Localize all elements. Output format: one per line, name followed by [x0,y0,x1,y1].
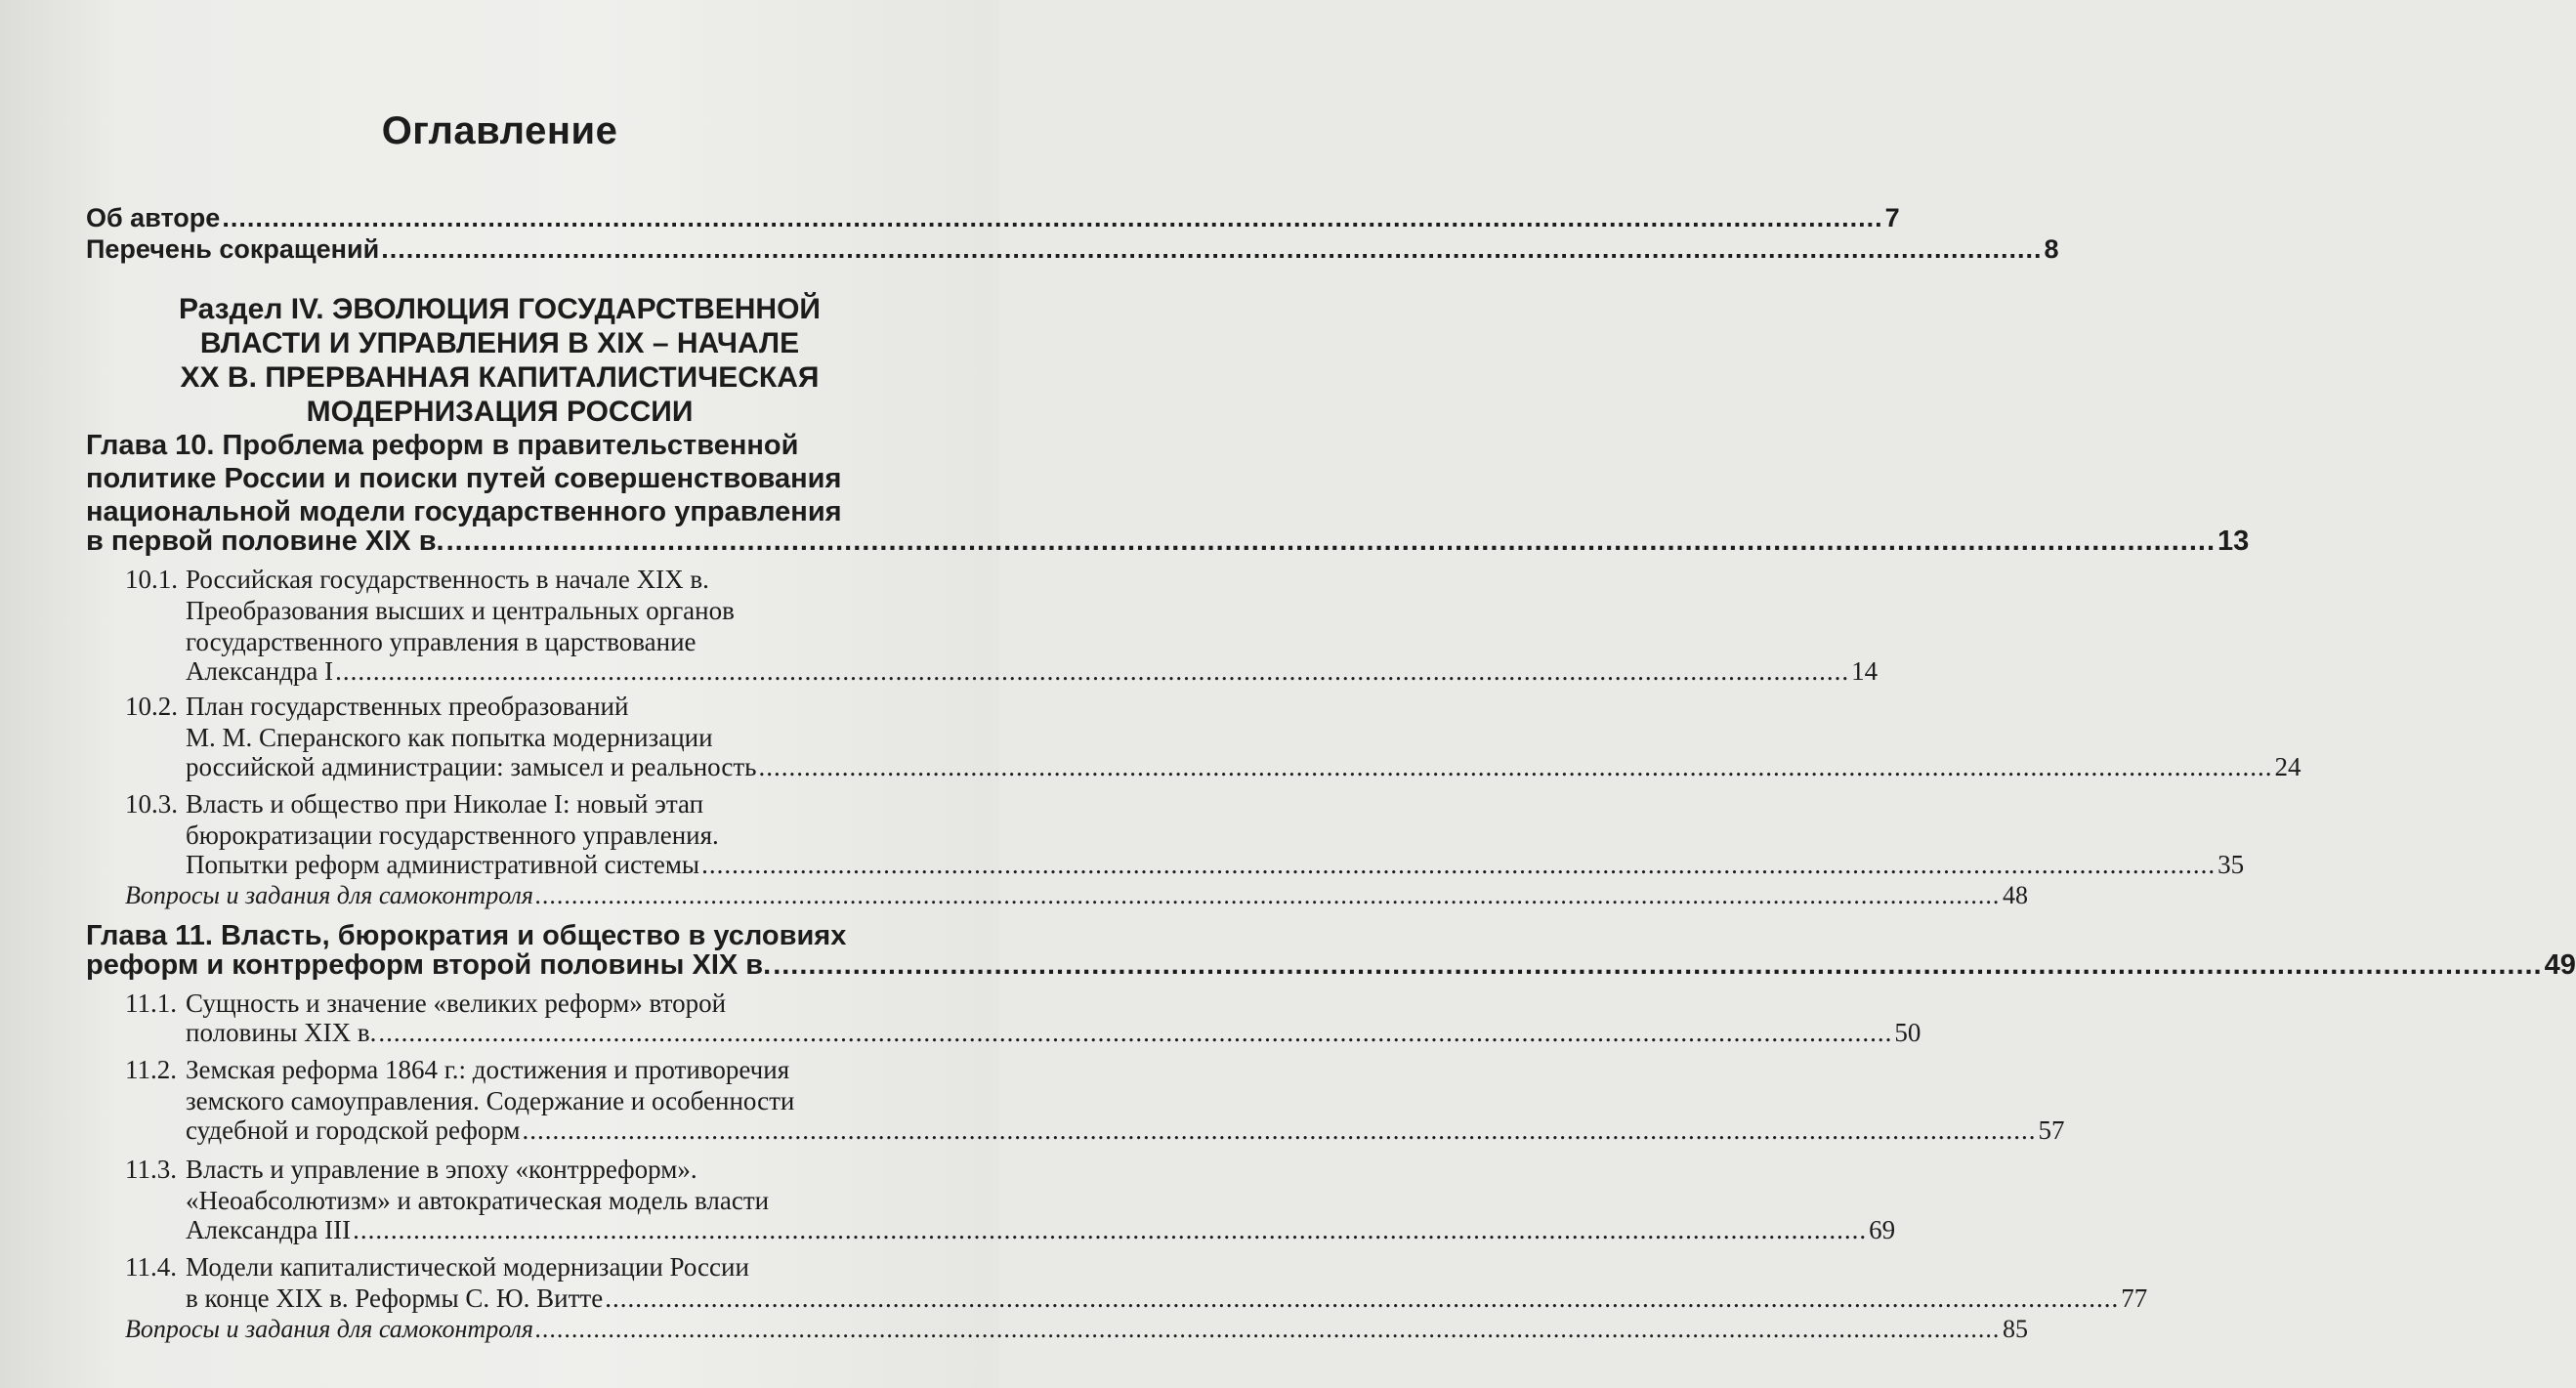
leader-dots: ........................................................................................................................................................................................................ [222,203,1883,232]
page-number: 7 [1884,203,1900,232]
subsection-11-2-line[interactable]: Земская реформа 1864 г.: достижения и противоречия [186,1055,790,1084]
subsection-10-3-entry[interactable]: Попытки реформ административной системы ........................................................................................................................................................................................................ 35 [186,850,2245,879]
subsection-10-1-line[interactable]: Российская государственность в начале XIX в. [186,565,709,594]
chapter-11-entry[interactable]: реформ и контрреформ второй половины XIX в. ........................................................................................................................................................................................................ 49 [86,949,2576,981]
leader-dots: ........................................................................................................................................................................................................ [605,1283,2120,1313]
subsection-10-2-entry[interactable]: российской администрации: замысел и реальность ........................................................................................................................................................................................................ 24 [186,752,2302,781]
subsection-11-4-entry[interactable]: в конце XIX в. Реформы С. Ю. Витте ........................................................................................................................................................................................................ 77 [186,1283,2148,1313]
section-heading-line: Раздел IV. ЭВОЛЮЦИЯ ГОСУДАРСТВЕННОЙ [179,293,821,325]
leader-dots: ........................................................................................................................................................................................................ [534,1315,2001,1343]
leader-dots: ........................................................................................................................................................................................................ [378,1018,1893,1047]
toc-entry-about-author[interactable]: Об авторе ........................................................................................................................................................................................................ 7 [86,203,1900,232]
leader-dots: ........................................................................................................................................................................................................ [701,850,2217,879]
subsection-number: 10.1. [125,565,178,594]
subsection-number: 11.3. [125,1155,177,1184]
leader-dots: ........................................................................................................................................................................................................ [335,656,1850,686]
chapter-10-title-line[interactable]: национальной модели государственного управления [86,496,842,527]
page-number: 69 [1869,1215,1896,1244]
page-number: 50 [1894,1018,1921,1047]
page-number: 57 [2038,1115,2065,1145]
leader-dots: ........................................................................................................................................................................................................ [773,949,2543,981]
subsection-number: 11.2. [125,1055,177,1084]
chapter-10-entry[interactable]: в первой половине XIX в. ........................................................................................................................................................................................................ 13 [86,526,2250,557]
subsection-number: 11.1. [125,988,177,1018]
chapter-11-title-line[interactable]: Глава 11. Власть, бюрократия и общество в условиях [86,920,847,951]
subsection-number: 11.4. [125,1252,177,1282]
subsection-10-3-line[interactable]: Власть и общество при Николае I: новый этап [186,789,704,819]
page-number: 49 [2544,949,2576,981]
subsection-10-2-line[interactable]: План государственных преобразований [186,692,629,721]
page-number: 48 [2002,881,2028,909]
subsection-11-3-line[interactable]: Власть и управление в эпоху «контрреформ». [186,1155,697,1184]
subsection-10-3-line[interactable]: бюрократизации государственного управления. [186,820,719,850]
subsection-10-1-line[interactable]: государственного управления в царствование [186,627,697,656]
leader-dots: ........................................................................................................................................................................................................ [758,752,2273,781]
chapter-10-title-line[interactable]: политике России и поиски путей совершенствования [86,463,842,494]
subsection-10-1-line[interactable]: Преобразования высших и центральных органов [186,596,735,625]
questions-chapter-11-entry[interactable]: Вопросы и задания для самоконтроля ........................................................................................................................................................................................................ 85 [125,1315,2028,1343]
subsection-11-1-line[interactable]: Сущность и значение «великих реформ» второй [186,988,727,1018]
subsection-10-1-entry[interactable]: Александра I ........................................................................................................................................................................................................ 14 [186,656,1879,686]
page-number: 24 [2274,752,2302,781]
page-number: 77 [2121,1283,2148,1313]
subsection-number: 10.3. [125,789,178,819]
subsection-11-3-line[interactable]: «Неоабсолютизм» и автократическая модель власти [186,1186,770,1215]
page-number: 8 [2044,234,2059,264]
chapter-10-title-line[interactable]: Глава 10. Проблема реформ в правительственной [86,430,799,461]
subsection-11-4-line[interactable]: Модели капиталистической модернизации России [186,1252,749,1282]
page-number: 13 [2217,526,2250,557]
subsection-11-2-line[interactable]: земского самоуправления. Содержание и особенности [186,1086,795,1115]
toc-entry-abbreviations[interactable]: Перечень сокращений ........................................................................................................................................................................................................ 8 [86,234,2059,264]
subsection-11-3-entry[interactable]: Александра III ........................................................................................................................................................................................................ 69 [186,1215,1896,1244]
questions-chapter-10-entry[interactable]: Вопросы и задания для самоконтроля ........................................................................................................................................................................................................ 48 [125,881,2028,909]
leader-dots: ........................................................................................................................................................................................................ [534,881,2001,909]
leader-dots: ........................................................................................................................................................................................................ [445,526,2217,557]
section-heading-line: МОДЕРНИЗАЦИЯ РОССИИ [306,396,694,428]
subsection-11-2-entry[interactable]: судебной и городской реформ ........................................................................................................................................................................................................ 57 [186,1115,2065,1145]
page-number: 35 [2217,850,2245,879]
section-heading-line: XX В. ПРЕРВАННАЯ КАПИТАЛИСТИЧЕСКАЯ [180,361,820,394]
subsection-11-1-entry[interactable]: половины XIX в. ........................................................................................................................................................................................................ 50 [186,1018,1921,1047]
page-number: 85 [2002,1315,2028,1343]
section-heading-line: ВЛАСТИ И УПРАВЛЕНИЯ В XIX – НАЧАЛЕ [199,327,800,359]
leader-dots: ........................................................................................................................................................................................................ [381,234,2043,264]
page-title: Оглавление [381,109,618,152]
subsection-10-2-line[interactable]: М. М. Сперанского как попытка модернизации [186,723,713,752]
subsection-number: 10.2. [125,692,178,721]
page-number: 14 [1851,656,1879,686]
leader-dots: ........................................................................................................................................................................................................ [353,1215,1868,1244]
leader-dots: ........................................................................................................................................................................................................ [522,1115,2037,1145]
